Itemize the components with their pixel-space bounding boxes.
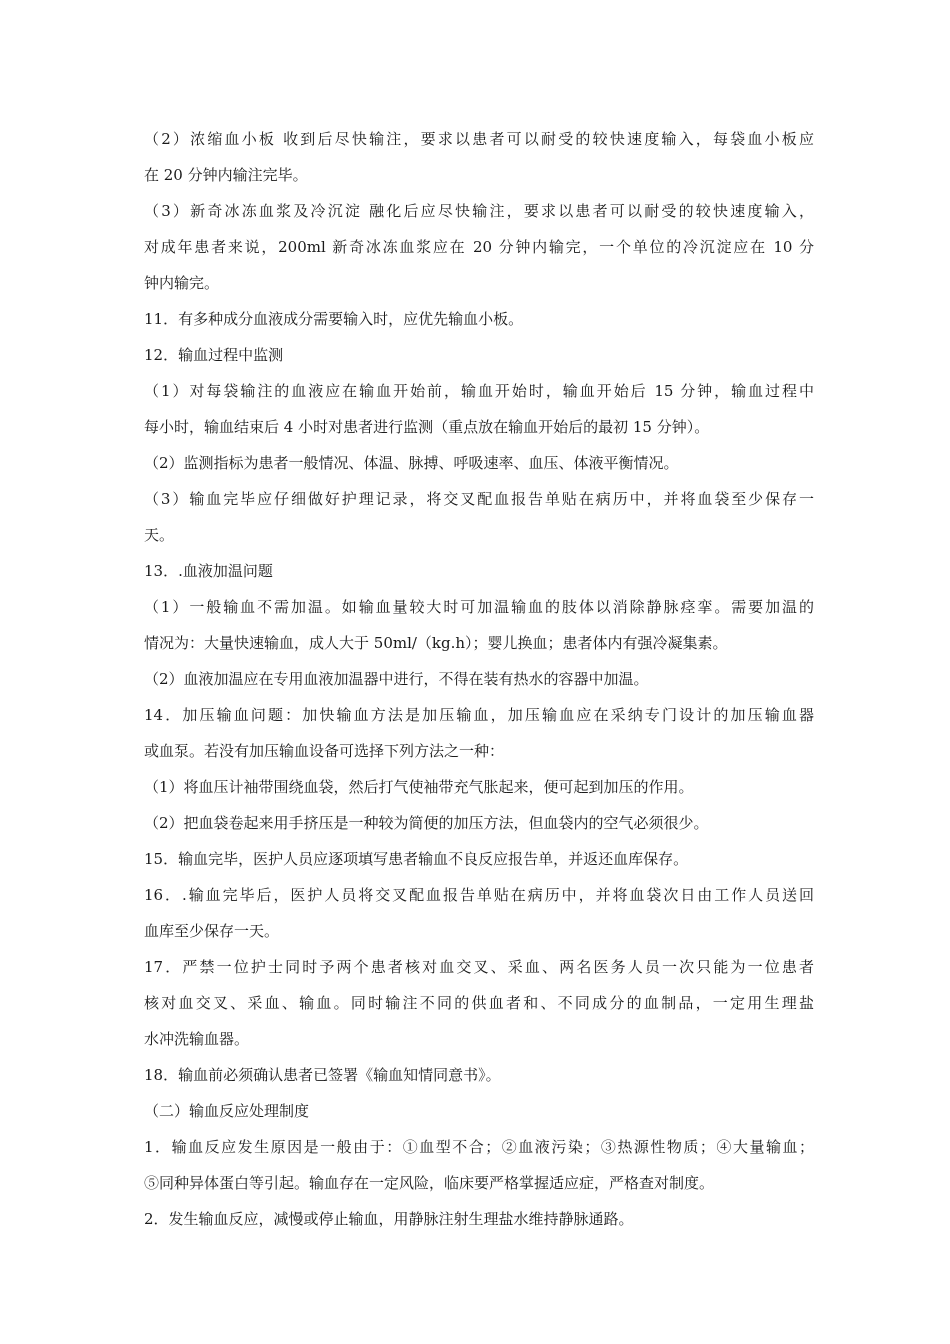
paragraph-line: （2）把血袋卷起来用手挤压是一种较为简便的加压方法，但血袋内的空气必须很少。 [144, 814, 709, 832]
paragraph-line: 2．发生输血反应，减慢或停止输血，用静脉注射生理盐水维持静脉通路。 [144, 1210, 634, 1228]
paragraph-line: 在 20 分钟内输注完毕。 [144, 166, 308, 184]
paragraph-line: 11．有多种成分血液成分需要输入时，应优先输血小板。 [144, 310, 524, 328]
paragraph-line: 14．加压输血问题：加快输血方法是加压输血，加压输血应在采纳专门设计的加压输血器 [144, 706, 814, 724]
paragraph-line: （2）监测指标为患者一般情况、体温、脉搏、呼吸速率、血压、体液平衡情况。 [144, 454, 679, 472]
paragraph-line: 水冲洗输血器。 [144, 1030, 250, 1048]
paragraph-line: （2）血液加温应在专用血液加温器中进行，不得在装有热水的容器中加温。 [144, 670, 649, 688]
paragraph-line: 1．输血反应发生原因是一般由于：①血型不合；②血液污染；③热源性物质；④大量输血； [144, 1138, 814, 1156]
paragraph-line: 17．严禁一位护士同时予两个患者核对血交叉、采血、两名医务人员一次只能为一位患者 [144, 958, 814, 976]
paragraph-line: 核对血交叉、采血、输血。同时输注不同的供血者和、不同成分的血制品，一定用生理盐 [144, 994, 814, 1012]
paragraph-line: 钟内输完。 [144, 274, 220, 292]
paragraph-line: 天。 [144, 526, 175, 544]
paragraph-line: （3）新奇冰冻血浆及冷沉淀 融化后应尽快输注，要求以患者可以耐受的较快速度输入， [144, 202, 814, 220]
paragraph-line: 13．.血液加温问题 [144, 562, 273, 580]
paragraph-line: （1）将血压计袖带围绕血袋，然后打气使袖带充气胀起来，便可起到加压的作用。 [144, 778, 694, 796]
paragraph-line: 对成年患者来说，200ml 新奇冰冻血浆应在 20 分钟内输完，一个单位的冷沉淀应在 10 分 [144, 238, 814, 256]
paragraph-line: 每小时，输血结束后 4 小时对患者进行监测（重点放在输血开始后的最初 15 分钟）。 [144, 418, 710, 436]
paragraph-line: 12．输血过程中监测 [144, 346, 284, 364]
document-body [144, 121, 814, 1237]
paragraph-line: 或血泵。若没有加压输血设备可选择下列方法之一种： [144, 742, 505, 760]
paragraph-line: 16．.输血完毕后，医护人员将交叉配血报告单贴在病历中，并将血袋次日由工作人员送回 [144, 886, 814, 904]
paragraph-line: ⑤同种异体蛋白等引起。输血存在一定风险，临床要严格掌握适应症，严格查对制度。 [144, 1174, 715, 1192]
paragraph-line: 18．输血前必须确认患者已签署《输血知情同意书》。 [144, 1066, 501, 1084]
paragraph-line: （1）对每袋输注的血液应在输血开始前，输血开始时，输血开始后 15 分钟，输血过程中 [144, 382, 814, 400]
paragraph-line: （3）输血完毕应仔细做好护理记录，将交叉配血报告单贴在病历中，并将血袋至少保存一 [144, 490, 814, 508]
paragraph-line: 血库至少保存一天。 [144, 922, 280, 940]
paragraph-line: （2）浓缩血小板 收到后尽快输注，要求以患者可以耐受的较快速度输入，每袋血小板应 [144, 130, 814, 148]
paragraph-line: （1）一般输血不需加温。如输血量较大时可加温输血的肢体以消除静脉痉挛。需要加温的 [144, 598, 814, 616]
paragraph-line: 情况为：大量快速输血，成人大于 50ml/（kg.h）；婴儿换血；患者体内有强冷凝集素。 [144, 634, 728, 652]
section-heading: （二）输血反应处理制度 [144, 1102, 310, 1120]
paragraph-line: 15．输血完毕，医护人员应逐项填写患者输血不良反应报告单，并返还血库保存。 [144, 850, 689, 868]
